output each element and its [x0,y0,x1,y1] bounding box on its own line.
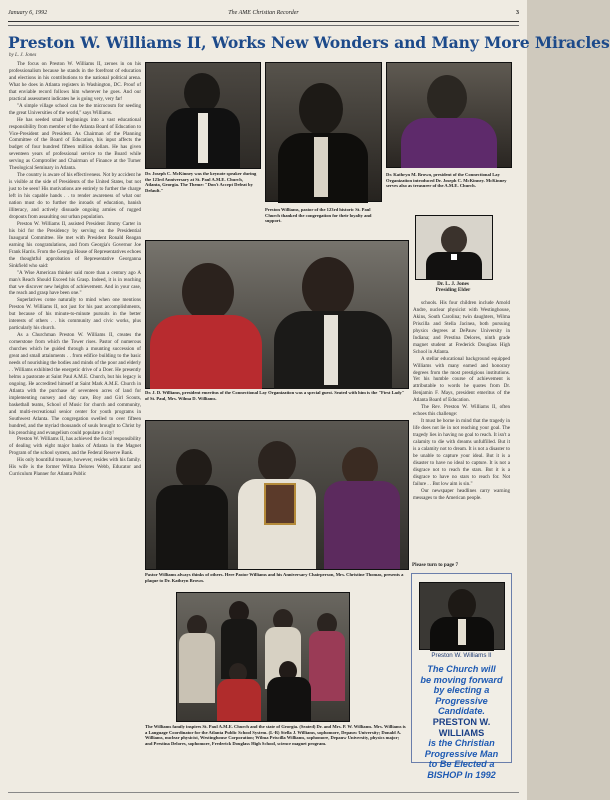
slogan-line: by electing a [433,685,490,696]
article-paragraph: As a Churchman Preston W. Williams II, creates the cornerstone from which the Tower rises. Pastor of numerous churches which he guided through a mounting succession of great and small attainments . . from edifice building to the basic needs of nourishing the bodies and minds of the poor and elderly . . Williams exhibited the energetic drive of a Doer. He presently helms a pastorate at Saint Paul A.M.E. Church, but his legacy is ongoing. He accredited himself at Saint Mark A.M.E. Church in Atlanta with the purchase of seventeen acres of land for implementing nursery and day care, Boy and Girl Scouts, basketball teams, School of Music for church and community, and multi-recreational senior center for youth programs in Southwest Atlanta. The congregation swelled to over fifteen hundred, and the myriad thousands of souls brought to Christ by his preaching and evangelism could populate a city! [9,332,141,436]
slogan-line: PRESTON W. WILLIAMS [432,716,491,738]
issue-date: January 6, 1992 [8,10,48,16]
article-paragraph: The focus on Preston W. Williams II, zeroes in on his professionalism because he stands in the forefront of education and elections in his contributions to the national political arena. What he does in Atlanta registers in Washington, DC. Proof of that enviable record follows him wherever he goes. And our practical assessment indicates he is going very, very far! [9,61,141,102]
article-paragraph: Our newspaper headlines carry warning messages to the American people. [413,487,510,501]
header-rule-thin [8,25,519,26]
slogan-line: Progressive [435,695,488,706]
article-paragraph: schools. His four children include Arnold Andre, nuclear physicist with Westinghouse, Akins, South Carolina; twin daughters, Wilma Priscilla and Stella Jacinea, both pursuing physics degrees at DePauw University in Indiana; and Prestina Delores, ninth grade magnet student at Frederick Douglass High School in Atlanta. [413,300,510,355]
byline: by L. J. Jones [9,53,37,58]
campaign-box [411,573,512,780]
slogan-line: to Be Elected a [428,759,495,770]
article-paragraph: Preston W. Williams II, assisted President Jimmy Carter in his bid for the Presidency by serving on the Presidential Inaugural Committee. He met with President Ronald Reagan earning his congratulations, and from Georgia's Governor Joe Frank Harris. From the Georgia House of Representatives echoes the thoughtful approbation of Representative Georganna Sinkfield who said: [9,220,141,269]
slogan-line: Candidate. [438,706,485,717]
continued-notice: Please turn to page 7 [412,562,459,568]
article-headline: Preston W. Williams II, Works New Wonders and Many More Miracles [8,33,610,52]
article-column-3 [413,300,510,560]
caption-jones: Dr. L. J. Jones Presiding Elder [435,281,471,293]
article-paragraph: "A simple village school can be the microcosm for seeding the great Universities of the world," says Williams. [9,102,141,116]
caption-williams-couple: Dr. J. D. Williams, president emeritus of the Connectional Lay Organization was a special guest. Seated with him is the "First Lady" of St. Paul, Mrs. Wilma D. Williams. [145,390,405,401]
campaign-slogan [416,664,507,781]
campaign-portrait [419,582,505,650]
photo-williams-couple [145,240,409,389]
caption-plaque-presentation: Pastor Williams always thinks of others. Here Pastor Williams and his Anniversary Chairperson, Mrs. Christine Thomas, presents a plaque to Dr. Kathryn Brown. [145,572,404,583]
caption-williams-family: The Williams family inspires St. Paul A.M.E. Church and the state of Georgia. (Seated) Dr. and Mrs. P. W. Williams. Mrs. Williams is a Language Coordinator for the Atlanta Public School System. (L-R) Stella J. Williams, sophomore, Depauw University; Donald A. Williams, nuclear physicist, Westinghouse Corporation; Wilma Priscilla Williams, sophomore, Depauw University, physics major; and Prestina Delores, sophomore, Frederick Douglass High School, science magnet program. [145,724,406,746]
article-paragraph: "A Wise American thinker said more than a century ago A man's Reach Should Exceed his Grasp. Indeed, it is in reaching that we discover new heights of achievement. And in your case, the reach and grasp have been one." [9,269,141,297]
article-paragraph: A stellar educational background equipped Williams with many earned and honorary degrees from the most prestigious institutions. Yet his humble course of achievement is attributable to words he quotes from Dr. Benjamin F. Mays, president emeritus of the Atlanta Board of Education. [413,355,510,404]
article-paragraph: Superlatives come naturally to mind when one mentions Preston W. Williams II, not just for his past accomplishments, but because of his minute-to-minute pursuits in the better interests of others . . his community and civic works, plus particularly his church. [9,297,141,332]
photo-williams-pastor [265,62,382,202]
slogan-line: is the Christian [428,738,495,749]
caption-mckinney: Dr. Joseph C. McKinney was the keynote speaker during the 123rd Anniversary at St. Paul A.M.E. Church, Atlanta, Georgia. The Theme: "Don't Accept Defeat by Default." [145,171,257,193]
photo-jones [415,215,493,280]
footer-rule [8,792,519,793]
caption-williams-pastor: Preston Williams, pastor of the 123rd historic St. Paul Church thanked the congregation for their loyalty and support. [265,207,372,224]
campaign-name: Preston W. Williams II [431,652,492,659]
article-paragraph: He has seeded small beginnings into a vast educational responsibility from member of the Atlanta Board of Education to Vice-President and President. As Chairman of the Planning Committee of the Board of Education, his input affects the budget of four hundred fifteen million dollars. He has given seventeen years of professional service to the Board while serving as Comptroller and Chairman of Finance at the Turner Theological Seminary in Atlanta. [9,116,141,172]
article-paragraph: Preston W. Williams II, has achieved the fiscal responsibility of dealing with eight major banks of Atlanta in the Magnet Program of the school system, and the Federal Reserve Bank. [9,436,141,457]
slogan-line: BISHOP In 1992 [427,769,496,780]
page-number: 3 [516,10,519,16]
slogan-line: be moving forward [420,674,503,685]
publication-name: The AME Christian Recorder [228,10,299,16]
article-paragraph: The country is aware of his effectiveness. Not by accident he is visible at the side of Presidents of the United States, but not just to be seen! His motivations are entirely to further the charge left in his capable hands . . to render awareness of what our nation must do to further the inroads of education, banish illiteracy, and actively dissuade ongoing armies of rugged dropouts from assaulting our urban population. [9,172,141,220]
article-column-1 [9,61,141,795]
caption-brown: Dr. Kathryn M. Brown, president of the Connectional Lay Organization introduced Dr. Joseph C. McKinney. McKinney serves also as treasurer of the A.M.E. Church. [386,172,507,189]
photo-williams-family [176,592,350,722]
article-paragraph: His only bountiful treasure, however, resides with his family. His wife is the former Wilma Delores Webb, Educator and Curriculum Planner for Atlanta Public [9,457,141,478]
photo-mckinney [145,62,261,169]
photo-plaque-presentation [145,420,409,570]
header-rule [8,21,519,22]
slogan-line: Progressive Man [424,748,499,759]
photo-brown [386,62,512,168]
article-paragraph: The Rev. Preston W. Williams II, often echoes this challenge: [413,404,510,418]
slogan-line: The Church will [427,664,496,674]
article-paragraph: It must be borne in mind that the tragedy in life does not lie in not reaching your goal. The tragedy lies in having no goal to reach. It isn't a calamity to die with dreams unfulfilled. But it is a calamity not to dream. It is not a disaster to be unable to capture your ideal. But it is a disaster to have no ideal to capture. It is not a disgrace not to reach the stars. But it is a disgrace to have no stars to reach for. Not failure . . But low aim is sin." [413,418,510,487]
